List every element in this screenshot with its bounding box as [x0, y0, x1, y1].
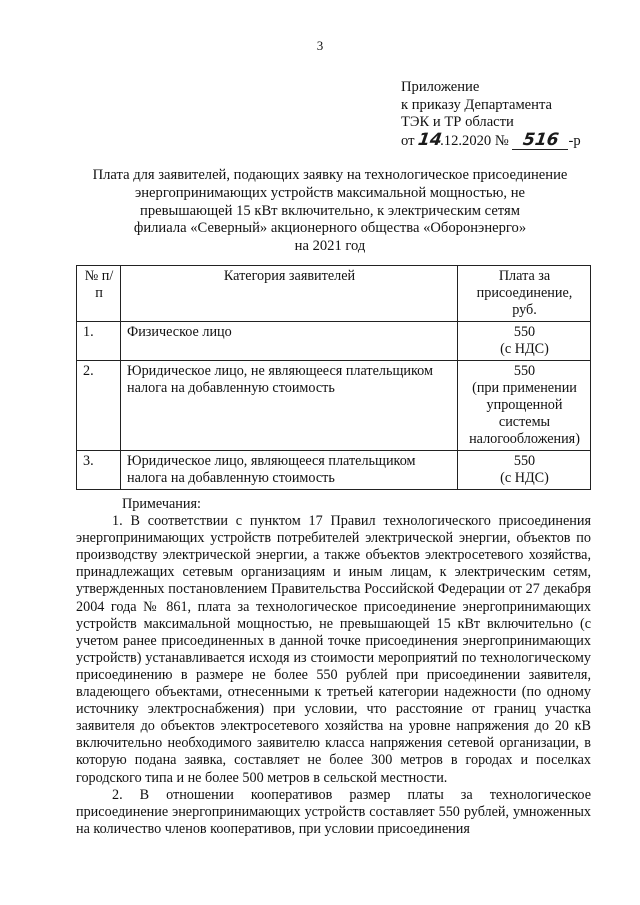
row-fee	[458, 361, 591, 451]
handwritten-order-number: 516	[521, 129, 560, 150]
fee-table	[76, 265, 591, 490]
table-row	[77, 361, 591, 451]
title-line-4: филиала «Северный» акционерного общества «Оборонэнерго»	[133, 220, 527, 237]
note-paragraph-1: 1. В соответствии с пунктом 17 Правил технологического присоединения энергопринимающих устройств потребителей электрической энергии, объектов по производству электрической энергии, а также объектов электросетевого хозяйства, принадлежащих сетевым организациям и иным лицам, к электрическим сетям, утвержденных постановлением Правительства Российской Федерации от 27 декабря 2004 года № 861, плата за технологическое присоединение энергопринимающих устройств максимальной мощностью, не превышающей 15 кВт включительно (с учетом ранее присоединенных в данной точке присоединения энергопринимающих устройств) устанавливается исходя из стоимости мероприятий по технологическому присоединению в размере не более 550 рублей при присоединении заявителя, владеющего объектами, отнесенными к третьей категории надежности (по одному источнику электроснабжения) при условии, что расстояние от границ участка заявителя до объектов электросетевого хозяйства на уровне напряжения до 20 кВ включительно необходимого заявителю класса напряжения сетевой организации, в которую подана заявка, составляет не более 300 метров в городах и поселках городского типа и не более 500 метров в сельской местности.	[76, 513, 591, 786]
header-num: № п/п	[77, 266, 121, 322]
fee-note: налогообложения)	[469, 431, 580, 447]
fee-note: системы	[498, 414, 551, 430]
page-number: 3	[316, 38, 324, 53]
header-category: Категория заявителей	[121, 266, 458, 322]
row-category: Физическое лицо	[121, 322, 458, 361]
fee-note: (с НДС)	[500, 341, 549, 357]
row-fee	[458, 451, 591, 490]
note-paragraph-2: 2. В отношении кооперативов размер платы за технологическое присоединение энергопринимающих устройств составляет 550 рублей, умноженных на количество членов кооперативов, при условии присоединения	[76, 786, 591, 837]
document-title	[70, 167, 590, 256]
fee-amount: 550	[513, 363, 536, 379]
row-num: 1.	[77, 322, 121, 361]
appendix-block	[401, 79, 581, 150]
table-header-row	[77, 266, 591, 322]
handwritten-day: 14	[416, 129, 444, 150]
order-suffix: -р	[568, 132, 581, 149]
order-number-field	[512, 129, 568, 150]
table-row	[77, 322, 591, 361]
row-category: Юридическое лицо, являющееся плательщиком налога на добавленную стоимость	[121, 451, 458, 490]
title-line-5: на 2021 год	[294, 238, 366, 255]
title-line-3: превышающей 15 кВт включительно, к электрическим сетям	[140, 202, 520, 219]
appendix-line-1: Приложение	[401, 79, 480, 95]
row-num: 2.	[77, 361, 121, 451]
header-fee: Плата за присоединение, руб.	[458, 266, 591, 322]
row-fee	[458, 322, 591, 361]
fee-note: (при применении	[472, 380, 577, 396]
row-num: 3.	[77, 451, 121, 490]
date-rest: .12.2020 №	[440, 132, 509, 149]
appendix-date-line	[401, 129, 581, 151]
fee-note: упрощенной	[486, 397, 563, 413]
title-line-1: Плата для заявителей, подающих заявку на технологическое присоединение	[92, 167, 568, 183]
table-row	[77, 451, 591, 490]
row-category: Юридическое лицо, не являющееся плательщиком налога на добавленную стоимость	[121, 361, 458, 451]
appendix-line-3: ТЭК и ТР области	[401, 114, 514, 130]
fee-amount: 550	[513, 453, 536, 469]
appendix-line-2: к приказу Департамента	[401, 96, 552, 113]
notes-title: Примечания:	[122, 496, 201, 512]
fee-note: (с НДС)	[500, 470, 549, 486]
date-prefix: от	[401, 132, 415, 149]
fee-amount: 550	[513, 324, 536, 340]
title-line-2: энергопринимающих устройств максимальной мощностью, не	[134, 184, 526, 201]
notes-section	[76, 496, 591, 838]
